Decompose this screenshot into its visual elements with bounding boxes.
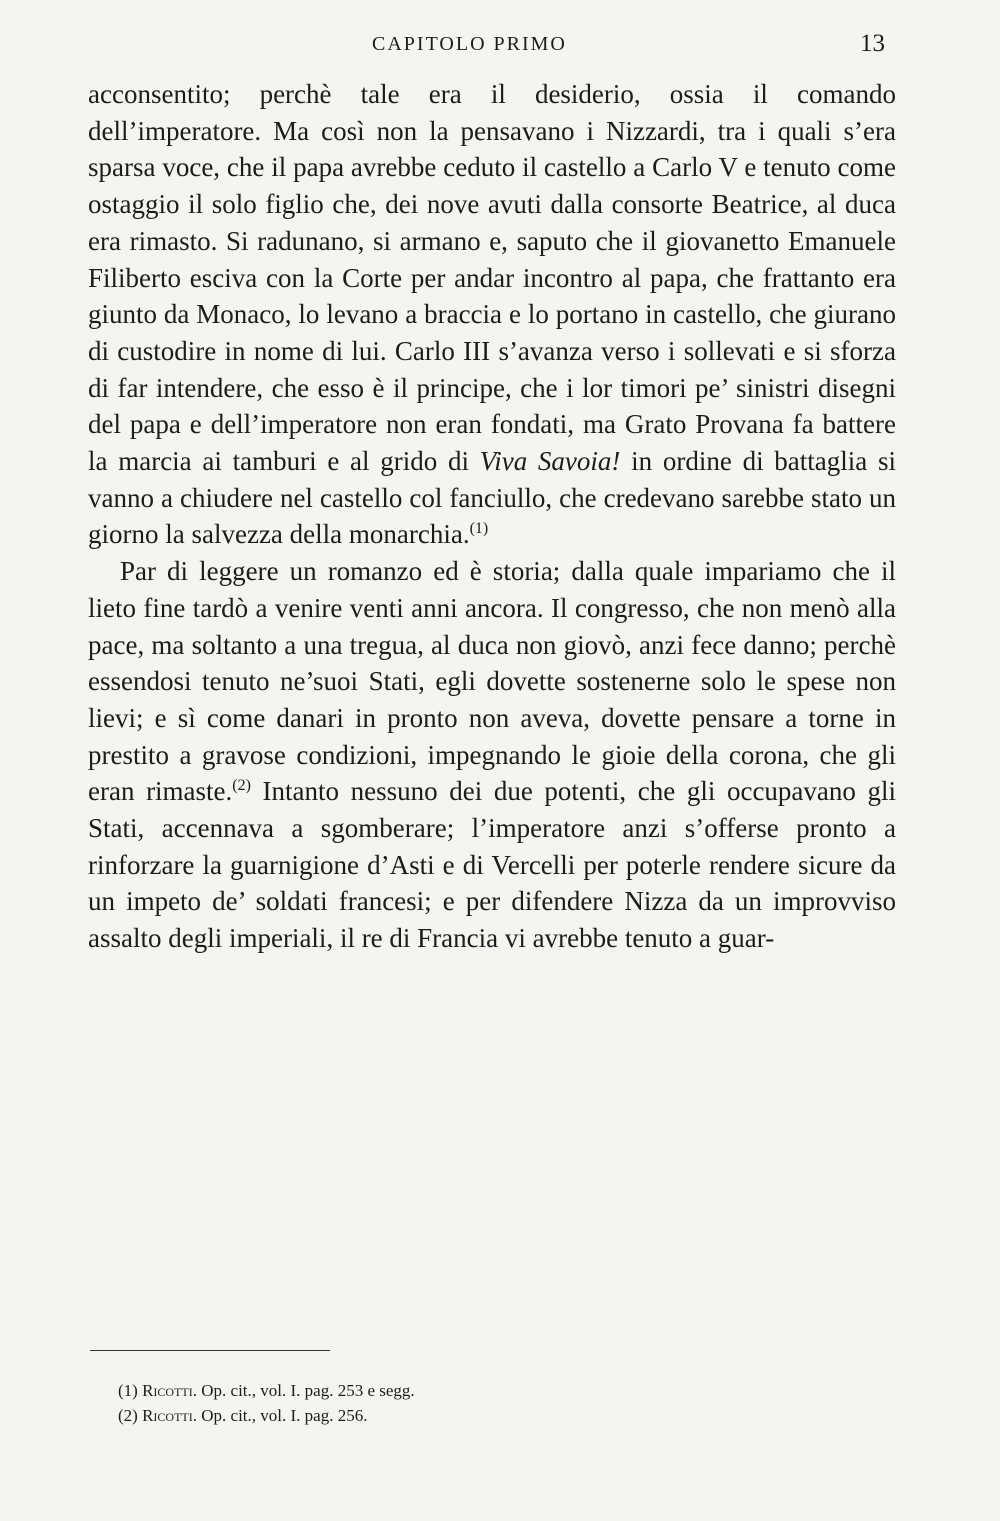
footnote-1-marker: (1) (118, 1381, 138, 1400)
paragraph-2 (88, 553, 896, 957)
emphasis-viva-savoia: Viva Savoia! (479, 446, 621, 477)
paragraph-2-text: Par di leggere un romanzo ed è storia; dalla quale impariamo che il lieto fine tardò a venire venti anni ancora. Il congresso, che non menò alla pace, ma soltanto a una tregua, al duca non giovò, anzi fece danno; perchè essendosi tenuto ne’suoi Stati, egli dovette sostenerne solo le spese non lievi; e sì come danari in pronto non aveva, dovette pensare a torne in prestito a gravose condizioni, impegnando le gioie della corona, che gli eran rimaste. (88, 556, 896, 807)
footnotes (118, 1378, 818, 1428)
running-head (0, 30, 1000, 63)
paragraph-1-text: acconsentito; perchè tale era il desiderio, ossia il comando dell’imperatore. Ma così non la pensavano i Nizzardi, tra i quali s’era sparsa voce, che il papa avrebbe ceduto il castello a Carlo V e tenuto come ostaggio il solo figlio che, dei nove avuti dalla consorte Beatrice, al duca era rimasto. Si radunano, si armano e, saputo che il giovanetto Emanuele Filiberto esciva con la Corte per andar incontro al papa, che frattanto era giunto da Monaco, lo levano a braccia e lo portano in castello, che giurano di custodire in nome di lui. Carlo III s’avanza verso i sollevati e si sforza di far intendere, che esso è il principe, che i lor timori pe’ sinistri disegni del papa e dell’imperatore non eran fondati, ma Grato Provana fa battere la marcia ai tamburi e al grido di (88, 79, 896, 477)
footnote-2-author: Ricotti (142, 1406, 193, 1425)
running-title: CAPITOLO PRIMO (372, 33, 567, 55)
paragraph-1-text-end: in ordine di battaglia si vanno a chiudere nel castello col fanciullo, che credevano sarebbe stato un giorno la salvezza della monarchia. (88, 446, 897, 550)
footnote-ref-1: (1) (469, 520, 489, 538)
paragraph-1 (88, 76, 896, 553)
footnote-divider (90, 1350, 330, 1351)
footnote-1 (118, 1378, 818, 1403)
footnote-1-text: . Op. cit., vol. I. pag. 253 e segg. (192, 1381, 415, 1400)
body-text (88, 76, 896, 957)
footnote-2 (118, 1403, 818, 1428)
footnote-1-author: Ricotti (142, 1381, 193, 1400)
footnote-ref-2: (2) (232, 777, 251, 795)
page-number: 13 (860, 30, 885, 57)
paragraph-2-text-end: Intanto nessuno dei due potenti, che gli occupavano gli Stati, accennava a sgomberare; l’imperatore anzi s’offerse pronto a rinforzare la guarnigione d’Asti e di Vercelli per poterle rendere sicure da un impeto de’ soldati francesi; e per difendere Nizza da un improvviso assalto degli imperiali, il re di Francia vi avrebbe tenuto a guar- (88, 776, 897, 954)
footnote-2-marker: (2) (118, 1406, 138, 1425)
footnote-2-text: . Op. cit., vol. I. pag. 256. (192, 1406, 368, 1425)
